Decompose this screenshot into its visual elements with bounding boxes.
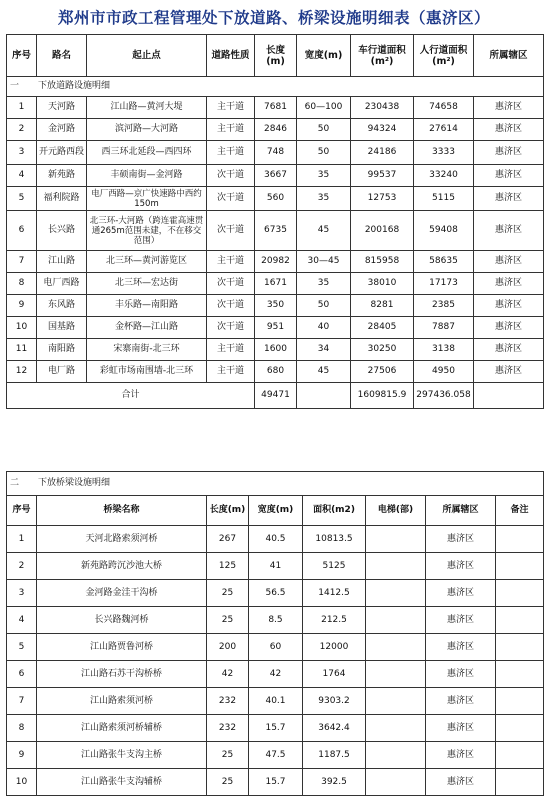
row-index: 4 <box>7 165 37 187</box>
district: 惠济区 <box>474 141 544 165</box>
road-area: 24186 <box>351 141 414 165</box>
district: 惠济区 <box>426 607 496 634</box>
start-end: 彩虹市场南围墙-北三环 <box>87 361 207 383</box>
width: 47.5 <box>249 742 303 769</box>
row-index: 9 <box>7 742 37 769</box>
district: 惠济区 <box>426 580 496 607</box>
start-end: 西三环北延段—西四环 <box>87 141 207 165</box>
road-name: 电厂西路 <box>37 273 87 295</box>
road-name: 电厂路 <box>37 361 87 383</box>
length: 25 <box>207 607 249 634</box>
length: 7681 <box>255 97 297 119</box>
remarks <box>496 634 544 661</box>
length: 25 <box>207 580 249 607</box>
bridges-section-text: 下放桥梁设施明细 <box>38 478 111 488</box>
length: 560 <box>255 187 297 211</box>
row-index: 9 <box>7 295 37 317</box>
row-index: 12 <box>7 361 37 383</box>
walk-area: 7887 <box>414 317 474 339</box>
elevators <box>366 634 426 661</box>
col-header-road-area: 车行道面积(m²) <box>351 35 414 77</box>
table-row <box>7 661 544 688</box>
width: 60—100 <box>297 97 351 119</box>
col-header-road-type: 道路性质 <box>207 35 255 77</box>
road-name: 新苑路 <box>37 165 87 187</box>
bridge-name: 江山路张牛支沟主桥 <box>37 742 207 769</box>
road-name: 东风路 <box>37 295 87 317</box>
start-end: 滨河路—大河路 <box>87 119 207 141</box>
district: 惠济区 <box>474 165 544 187</box>
walk-area: 33240 <box>414 165 474 187</box>
district: 惠济区 <box>426 742 496 769</box>
roads-total-length: 49471 <box>255 383 297 409</box>
road-area: 12753 <box>351 187 414 211</box>
remarks <box>496 769 544 796</box>
length: 25 <box>207 742 249 769</box>
road-area: 200168 <box>351 211 414 251</box>
district: 惠济区 <box>474 187 544 211</box>
length: 3667 <box>255 165 297 187</box>
start-end: 金杯路—江山路 <box>87 317 207 339</box>
row-index: 10 <box>7 769 37 796</box>
district: 惠济区 <box>426 661 496 688</box>
start-end: 江山路—黄河大堤 <box>87 97 207 119</box>
start-end: 丰硕南街—金河路 <box>87 165 207 187</box>
row-index: 6 <box>7 211 37 251</box>
row-index: 3 <box>7 141 37 165</box>
district: 惠济区 <box>474 119 544 141</box>
remarks <box>496 553 544 580</box>
col-header-index: 序号 <box>7 496 37 526</box>
table-row <box>7 526 544 553</box>
start-end: 宋寨南街-北三环 <box>87 339 207 361</box>
roads-table <box>6 34 544 409</box>
col-header-area: 面积(m2) <box>303 496 366 526</box>
row-index: 4 <box>7 607 37 634</box>
start-end: 电厂西路—京广快速路中西约150m <box>87 187 207 211</box>
road-type: 次干道 <box>207 317 255 339</box>
start-end: 丰乐路—南阳路 <box>87 295 207 317</box>
walk-area: 3138 <box>414 339 474 361</box>
row-index: 5 <box>7 187 37 211</box>
elevators <box>366 526 426 553</box>
road-type: 主干道 <box>207 339 255 361</box>
col-header-width: 宽度(m) <box>297 35 351 77</box>
col-header-road-name: 路名 <box>37 35 87 77</box>
road-type: 主干道 <box>207 361 255 383</box>
road-type: 次干道 <box>207 187 255 211</box>
road-area: 38010 <box>351 273 414 295</box>
table-row <box>7 273 544 295</box>
table-row <box>7 769 544 796</box>
area: 212.5 <box>303 607 366 634</box>
length: 2846 <box>255 119 297 141</box>
district: 惠济区 <box>426 715 496 742</box>
length: 125 <box>207 553 249 580</box>
road-name: 南阳路 <box>37 339 87 361</box>
width: 42 <box>249 661 303 688</box>
length: 267 <box>207 526 249 553</box>
width: 35 <box>297 187 351 211</box>
col-header-index: 序号 <box>7 35 37 77</box>
road-type: 次干道 <box>207 211 255 251</box>
roads-section-number: 一 <box>10 81 20 91</box>
width: 56.5 <box>249 580 303 607</box>
width: 45 <box>297 361 351 383</box>
width: 50 <box>297 119 351 141</box>
road-type: 次干道 <box>207 273 255 295</box>
bridges-section-row <box>7 472 544 496</box>
col-header-width: 宽度(m) <box>249 496 303 526</box>
road-type: 主干道 <box>207 119 255 141</box>
road-type: 主干道 <box>207 97 255 119</box>
area: 3642.4 <box>303 715 366 742</box>
road-name: 开元路西段 <box>37 141 87 165</box>
row-index: 7 <box>7 251 37 273</box>
area: 10813.5 <box>303 526 366 553</box>
row-index: 5 <box>7 634 37 661</box>
roads-section-label <box>7 77 544 97</box>
area: 1764 <box>303 661 366 688</box>
table-row <box>7 715 544 742</box>
table-row <box>7 607 544 634</box>
row-index: 3 <box>7 580 37 607</box>
remarks <box>496 661 544 688</box>
bridges-section-number: 二 <box>10 478 20 488</box>
road-name: 天河路 <box>37 97 87 119</box>
roads-section-row <box>7 77 544 97</box>
col-header-start-end: 起止点 <box>87 35 207 77</box>
table-row <box>7 141 544 165</box>
district: 惠济区 <box>474 211 544 251</box>
roads-total-road-area: 1609815.9 <box>351 383 414 409</box>
district: 惠济区 <box>474 339 544 361</box>
length: 20982 <box>255 251 297 273</box>
walk-area: 17173 <box>414 273 474 295</box>
row-index: 1 <box>7 526 37 553</box>
remarks <box>496 607 544 634</box>
table-row <box>7 634 544 661</box>
width: 45 <box>297 211 351 251</box>
col-header-remarks: 备注 <box>496 496 544 526</box>
elevators <box>366 688 426 715</box>
road-name: 金河路 <box>37 119 87 141</box>
road-name: 福利院路 <box>37 187 87 211</box>
length: 1671 <box>255 273 297 295</box>
row-index: 2 <box>7 553 37 580</box>
col-header-district: 所属辖区 <box>474 35 544 77</box>
length: 200 <box>207 634 249 661</box>
walk-area: 27614 <box>414 119 474 141</box>
district: 惠济区 <box>426 634 496 661</box>
table-row <box>7 580 544 607</box>
remarks <box>496 742 544 769</box>
bridges-table <box>6 471 544 796</box>
bridge-name: 长兴路魏河桥 <box>37 607 207 634</box>
elevators <box>366 607 426 634</box>
district: 惠济区 <box>426 688 496 715</box>
area: 1412.5 <box>303 580 366 607</box>
roads-section-text: 下放道路设施明细 <box>38 81 111 91</box>
area: 392.5 <box>303 769 366 796</box>
district: 惠济区 <box>474 251 544 273</box>
row-index: 11 <box>7 339 37 361</box>
row-index: 10 <box>7 317 37 339</box>
length: 25 <box>207 769 249 796</box>
table-row <box>7 339 544 361</box>
width: 30—45 <box>297 251 351 273</box>
length: 232 <box>207 715 249 742</box>
elevators <box>366 661 426 688</box>
district: 惠济区 <box>474 97 544 119</box>
col-header-district: 所属辖区 <box>426 496 496 526</box>
road-type: 主干道 <box>207 141 255 165</box>
elevators <box>366 553 426 580</box>
elevators <box>366 715 426 742</box>
district: 惠济区 <box>474 273 544 295</box>
col-header-length: 长度(m) <box>255 35 297 77</box>
road-name: 国基路 <box>37 317 87 339</box>
width: 34 <box>297 339 351 361</box>
walk-area: 3333 <box>414 141 474 165</box>
width: 15.7 <box>249 769 303 796</box>
district: 惠济区 <box>474 317 544 339</box>
roads-total-walk-area: 297436.058 <box>414 383 474 409</box>
row-index: 6 <box>7 661 37 688</box>
road-type: 主干道 <box>207 251 255 273</box>
start-end: 北三环—宏达街 <box>87 273 207 295</box>
table-row <box>7 165 544 187</box>
bridge-name: 江山路张牛支沟辅桥 <box>37 769 207 796</box>
area: 12000 <box>303 634 366 661</box>
road-name: 长兴路 <box>37 211 87 251</box>
length: 350 <box>255 295 297 317</box>
walk-area: 58635 <box>414 251 474 273</box>
row-index: 8 <box>7 273 37 295</box>
road-type: 次干道 <box>207 165 255 187</box>
table-row <box>7 211 544 251</box>
road-area: 99537 <box>351 165 414 187</box>
width: 50 <box>297 141 351 165</box>
width: 15.7 <box>249 715 303 742</box>
district: 惠济区 <box>474 295 544 317</box>
bridges-header-row <box>7 496 544 526</box>
walk-area: 2385 <box>414 295 474 317</box>
start-end: 北三环-大河路（跨连霍高速贯通265m范围未建，不在移交范围） <box>87 211 207 251</box>
width: 40.5 <box>249 526 303 553</box>
road-area: 230438 <box>351 97 414 119</box>
road-area: 28405 <box>351 317 414 339</box>
table-row <box>7 688 544 715</box>
district: 惠济区 <box>474 361 544 383</box>
walk-area: 4950 <box>414 361 474 383</box>
roads-total-label: 合计 <box>7 383 255 409</box>
remarks <box>496 688 544 715</box>
length: 232 <box>207 688 249 715</box>
walk-area: 59408 <box>414 211 474 251</box>
table-row <box>7 251 544 273</box>
table-row <box>7 317 544 339</box>
length: 951 <box>255 317 297 339</box>
road-area: 815958 <box>351 251 414 273</box>
table-row <box>7 97 544 119</box>
col-header-elevators: 电梯(部) <box>366 496 426 526</box>
district: 惠济区 <box>426 769 496 796</box>
width: 35 <box>297 273 351 295</box>
row-index: 2 <box>7 119 37 141</box>
page-title: 郑州市市政工程管理处下放道路、桥梁设施明细表（惠济区） <box>57 9 490 27</box>
road-area: 94324 <box>351 119 414 141</box>
start-end: 北三环—黄河游览区 <box>87 251 207 273</box>
width: 8.5 <box>249 607 303 634</box>
roads-total-row <box>7 383 544 409</box>
bridge-name: 金河路金洼干沟桥 <box>37 580 207 607</box>
walk-area: 74658 <box>414 97 474 119</box>
width: 40 <box>297 317 351 339</box>
col-header-walk-area: 人行道面积(m²) <box>414 35 474 77</box>
road-area: 8281 <box>351 295 414 317</box>
road-area: 30250 <box>351 339 414 361</box>
roads-total-district <box>474 383 544 409</box>
length: 748 <box>255 141 297 165</box>
roads-total-width <box>297 383 351 409</box>
width: 40.1 <box>249 688 303 715</box>
table-row <box>7 295 544 317</box>
bridge-name: 江山路索须河桥 <box>37 688 207 715</box>
elevators <box>366 742 426 769</box>
remarks <box>496 580 544 607</box>
length: 680 <box>255 361 297 383</box>
district: 惠济区 <box>426 553 496 580</box>
area: 5125 <box>303 553 366 580</box>
table-row <box>7 119 544 141</box>
length: 42 <box>207 661 249 688</box>
district: 惠济区 <box>426 526 496 553</box>
row-index: 7 <box>7 688 37 715</box>
elevators <box>366 580 426 607</box>
table-row <box>7 187 544 211</box>
roads-header-row <box>7 35 544 77</box>
road-area: 27506 <box>351 361 414 383</box>
table-row <box>7 361 544 383</box>
elevators <box>366 769 426 796</box>
area: 1187.5 <box>303 742 366 769</box>
width: 35 <box>297 165 351 187</box>
col-header-bridge-name: 桥梁名称 <box>37 496 207 526</box>
width: 50 <box>297 295 351 317</box>
remarks <box>496 526 544 553</box>
table-row <box>7 742 544 769</box>
col-header-length: 长度(m) <box>207 496 249 526</box>
length: 1600 <box>255 339 297 361</box>
remarks <box>496 715 544 742</box>
area: 9303.2 <box>303 688 366 715</box>
width: 41 <box>249 553 303 580</box>
road-type: 次干道 <box>207 295 255 317</box>
row-index: 1 <box>7 97 37 119</box>
width: 60 <box>249 634 303 661</box>
bridge-name: 江山路索须河桥辅桥 <box>37 715 207 742</box>
bridge-name: 江山路石苏干沟桥桥 <box>37 661 207 688</box>
length: 6735 <box>255 211 297 251</box>
walk-area: 5115 <box>414 187 474 211</box>
table-row <box>7 553 544 580</box>
bridge-name: 天河北路索须河桥 <box>37 526 207 553</box>
bridge-name: 新苑路跨沉沙池大桥 <box>37 553 207 580</box>
row-index: 8 <box>7 715 37 742</box>
bridges-section-label <box>7 472 544 496</box>
bridge-name: 江山路贾鲁河桥 <box>37 634 207 661</box>
road-name: 江山路 <box>37 251 87 273</box>
